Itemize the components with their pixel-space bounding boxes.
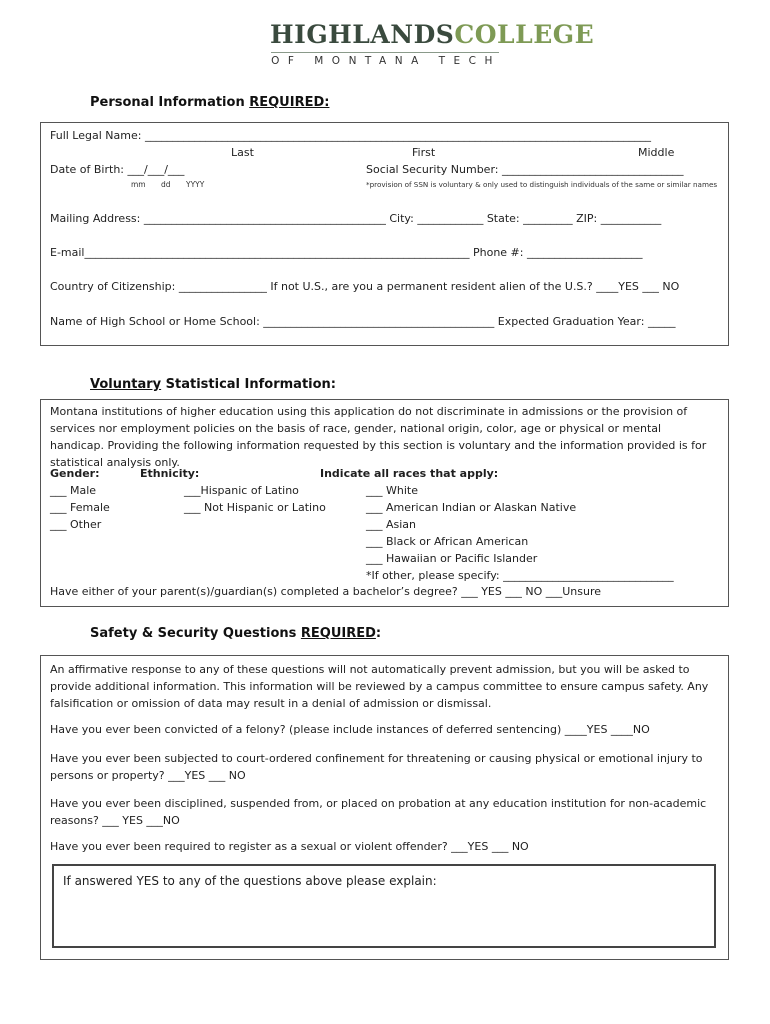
felony-question[interactable]: Have you ever been convicted of a felony? (please include instances of deferred sentencing) ____YES ____NO [50,723,650,736]
ssn-field[interactable]: Social Security Number: _________________________________ [366,163,684,176]
mailing-address-field[interactable]: Mailing Address: ____________________________________________ City: ____________ State: _________ ZIP: ___________ [50,212,662,225]
gender-heading: Gender: [50,467,100,480]
dob-dd-label: dd [161,180,171,189]
safety-title-colon: : [375,626,382,641]
last-name-label: Last [231,146,254,159]
race-option-black[interactable]: ___ Black or African American [366,535,529,548]
personal-title-required: REQUIRED: [249,95,330,110]
ethnicity-option-not-hispanic[interactable]: ___ Not Hispanic or Latino [184,501,326,514]
confinement-question[interactable]: Have you ever been subjected to court-ordered confinement for threatening or causing physical or emotional injury to persons or property? ___YES ___ NO [50,752,703,782]
personal-section-title [90,95,329,110]
safety-title-text: Safety & Security Questions [90,626,301,641]
voluntary-section-title [90,377,336,392]
safety-title-required: REQUIRED [300,626,376,641]
logo-word-college: COLLEGE [454,20,595,49]
race-option-white[interactable]: ___ White [366,484,418,497]
ethnicity-heading: Ethnicity: [140,467,200,480]
gender-option-male[interactable]: ___ Male [50,484,97,497]
college-logo [270,18,595,52]
logo-word-highlands: HIGHLANDS [270,20,455,49]
offender-question[interactable]: Have you ever been required to register as a sexual or violent offender? ___YES ___ NO [50,840,529,853]
disciplined-question[interactable]: Have you ever been disciplined, suspended from, or placed on probation at any education institution for non-academic reasons? ___ YES ___NO [50,797,707,827]
dob-mm-label: mm [131,180,146,189]
first-name-label: First [412,146,436,159]
ethnicity-option-hispanic[interactable]: ___Hispanic of Latino [184,484,299,497]
race-option-american-indian[interactable]: ___ American Indian or Alaskan Native [366,501,577,514]
ssn-note: *provision of SSN is voluntary & only used to distinguish individuals of the same or similar names [366,180,718,189]
logo-divider [271,52,499,53]
gender-option-other[interactable]: ___ Other [50,518,102,531]
voluntary-intro: Montana institutions of higher education using this application do not discriminate in admissions or the provision of services nor employment policies on the basis of race, gender, national origin, color, age or physical or mental handicap. Providing the following information requested by this section is voluntary and the information provided is for statistical analysis only. [50,405,707,469]
parent-degree-question[interactable]: Have either of your parent(s)/guardian(s) completed a bachelor’s degree? ___ YES ___ NO ___Unsure [50,585,601,598]
explanation-box[interactable] [52,864,716,948]
dob-field[interactable]: Date of Birth: ___/___/___ [50,163,185,176]
voluntary-title-rest: Statistical Information: [161,377,337,392]
middle-name-label: Middle [638,146,675,159]
high-school-field[interactable]: Name of High School or Home School: __________________________________________ Expected Graduation Year: _____ [50,315,676,328]
race-option-asian[interactable]: ___ Asian [366,518,417,531]
race-option-hawaiian[interactable]: ___ Hawaiian or Pacific Islander [366,552,538,565]
personal-info-box [40,122,729,346]
full-name-field[interactable]: Full Legal Name: ____________________________________________________________________________________________ [50,129,651,142]
personal-title-text: Personal Information [90,95,250,110]
logo-subtitle: OF MONTANA TECH [271,55,501,67]
explanation-label: If answered YES to any of the questions above please explain: [63,874,437,888]
email-phone-field[interactable]: E-mail______________________________________________________________________ Phone #: _____________________ [50,246,643,259]
race-heading: Indicate all races that apply: [320,467,499,480]
citizenship-field[interactable]: Country of Citizenship: ________________ If not U.S., are you a permanent resident alien of the U.S.? ____YES ___ NO [50,280,680,293]
dob-yyyy-label: YYYY [186,180,205,189]
gender-option-female[interactable]: ___ Female [50,501,110,514]
safety-section-title [90,626,381,641]
safety-intro: An affirmative response to any of these questions will not automatically prevent admission, but you will be asked to provide additional information. This information will be reviewed by a campus committee to ensure campus safety. Any falsification or omission of data may result in a denial of admission or dismissal. [50,663,709,710]
voluntary-title-underlined: Voluntary [90,377,162,392]
race-other-specify[interactable]: *If other, please specify: _______________________________ [366,569,674,582]
